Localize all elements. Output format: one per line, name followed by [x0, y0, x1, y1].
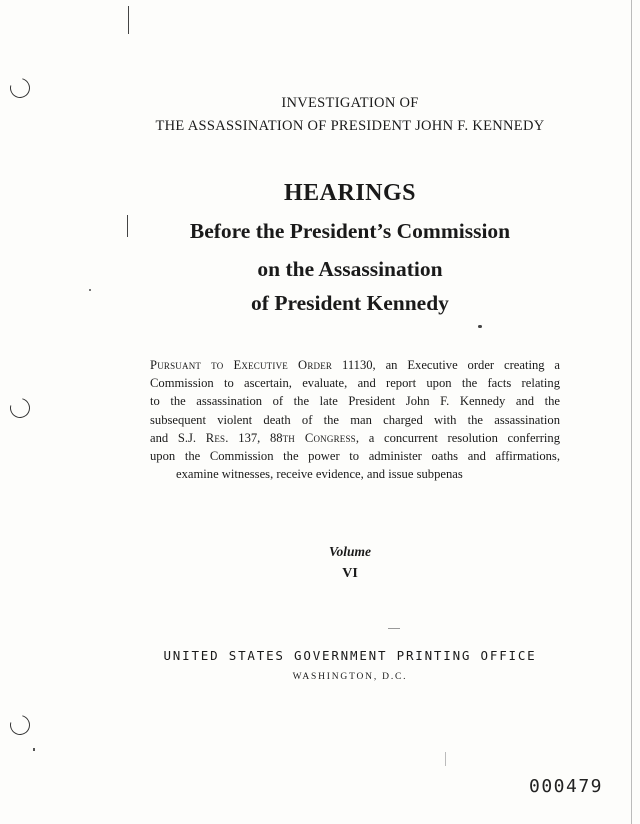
subtitle-line-1: Before the President’s Commission	[189, 219, 511, 243]
scan-artifact	[445, 752, 446, 766]
paragraph-line: subsequent violent death of the man charged with the assassination	[150, 412, 560, 427]
paragraph-line	[150, 429, 560, 447]
paragraph-line: to the assassination of the late President John F. Kennedy and the	[150, 394, 560, 409]
scan-artifact	[388, 628, 400, 629]
paragraph-line	[150, 356, 560, 374]
scan-artifact	[128, 6, 129, 34]
publisher-location: WASHINGTON, D.C.	[292, 672, 408, 682]
small-caps-text: Res.	[205, 430, 229, 445]
small-caps-text: th Congress	[282, 430, 356, 445]
header-line-2: THE ASSASSINATION OF PRESIDENT JOHN F. KENNEDY	[155, 118, 545, 134]
document-title: HEARINGS	[283, 180, 417, 206]
volume-label: Volume	[328, 544, 371, 559]
paragraph-line: Commission to ascertain, evaluate, and report upon the facts relating	[150, 376, 560, 391]
subtitle-line-2: on the Assassination	[257, 257, 443, 281]
header-line-1: INVESTIGATION OF	[281, 95, 419, 111]
scan-artifact	[33, 748, 35, 751]
authority-paragraph	[150, 356, 560, 483]
paragraph-text: 11130, an Executive order creating a	[332, 358, 560, 372]
paragraph-text: , a concurrent resolution conferring	[355, 430, 561, 445]
paragraph-text: and S.J.	[150, 430, 206, 445]
volume-number: VI	[342, 566, 358, 581]
paragraph-line: examine witnesses, receive evidence, and issue subpenas	[176, 467, 463, 482]
binder-hole-mark	[6, 394, 33, 421]
small-caps-text: Pursuant to Executive Order	[150, 358, 333, 372]
paragraph-text: 137, 88	[228, 430, 283, 445]
scan-artifact	[478, 325, 482, 328]
page-number: 000479	[529, 776, 604, 797]
publisher-name: UNITED STATES GOVERNMENT PRINTING OFFICE	[163, 648, 537, 663]
subtitle-line-3: of President Kennedy	[251, 291, 449, 315]
binder-hole-mark	[6, 711, 33, 738]
paragraph-line: upon the Commission the power to administer oaths and affirmations,	[150, 449, 560, 464]
